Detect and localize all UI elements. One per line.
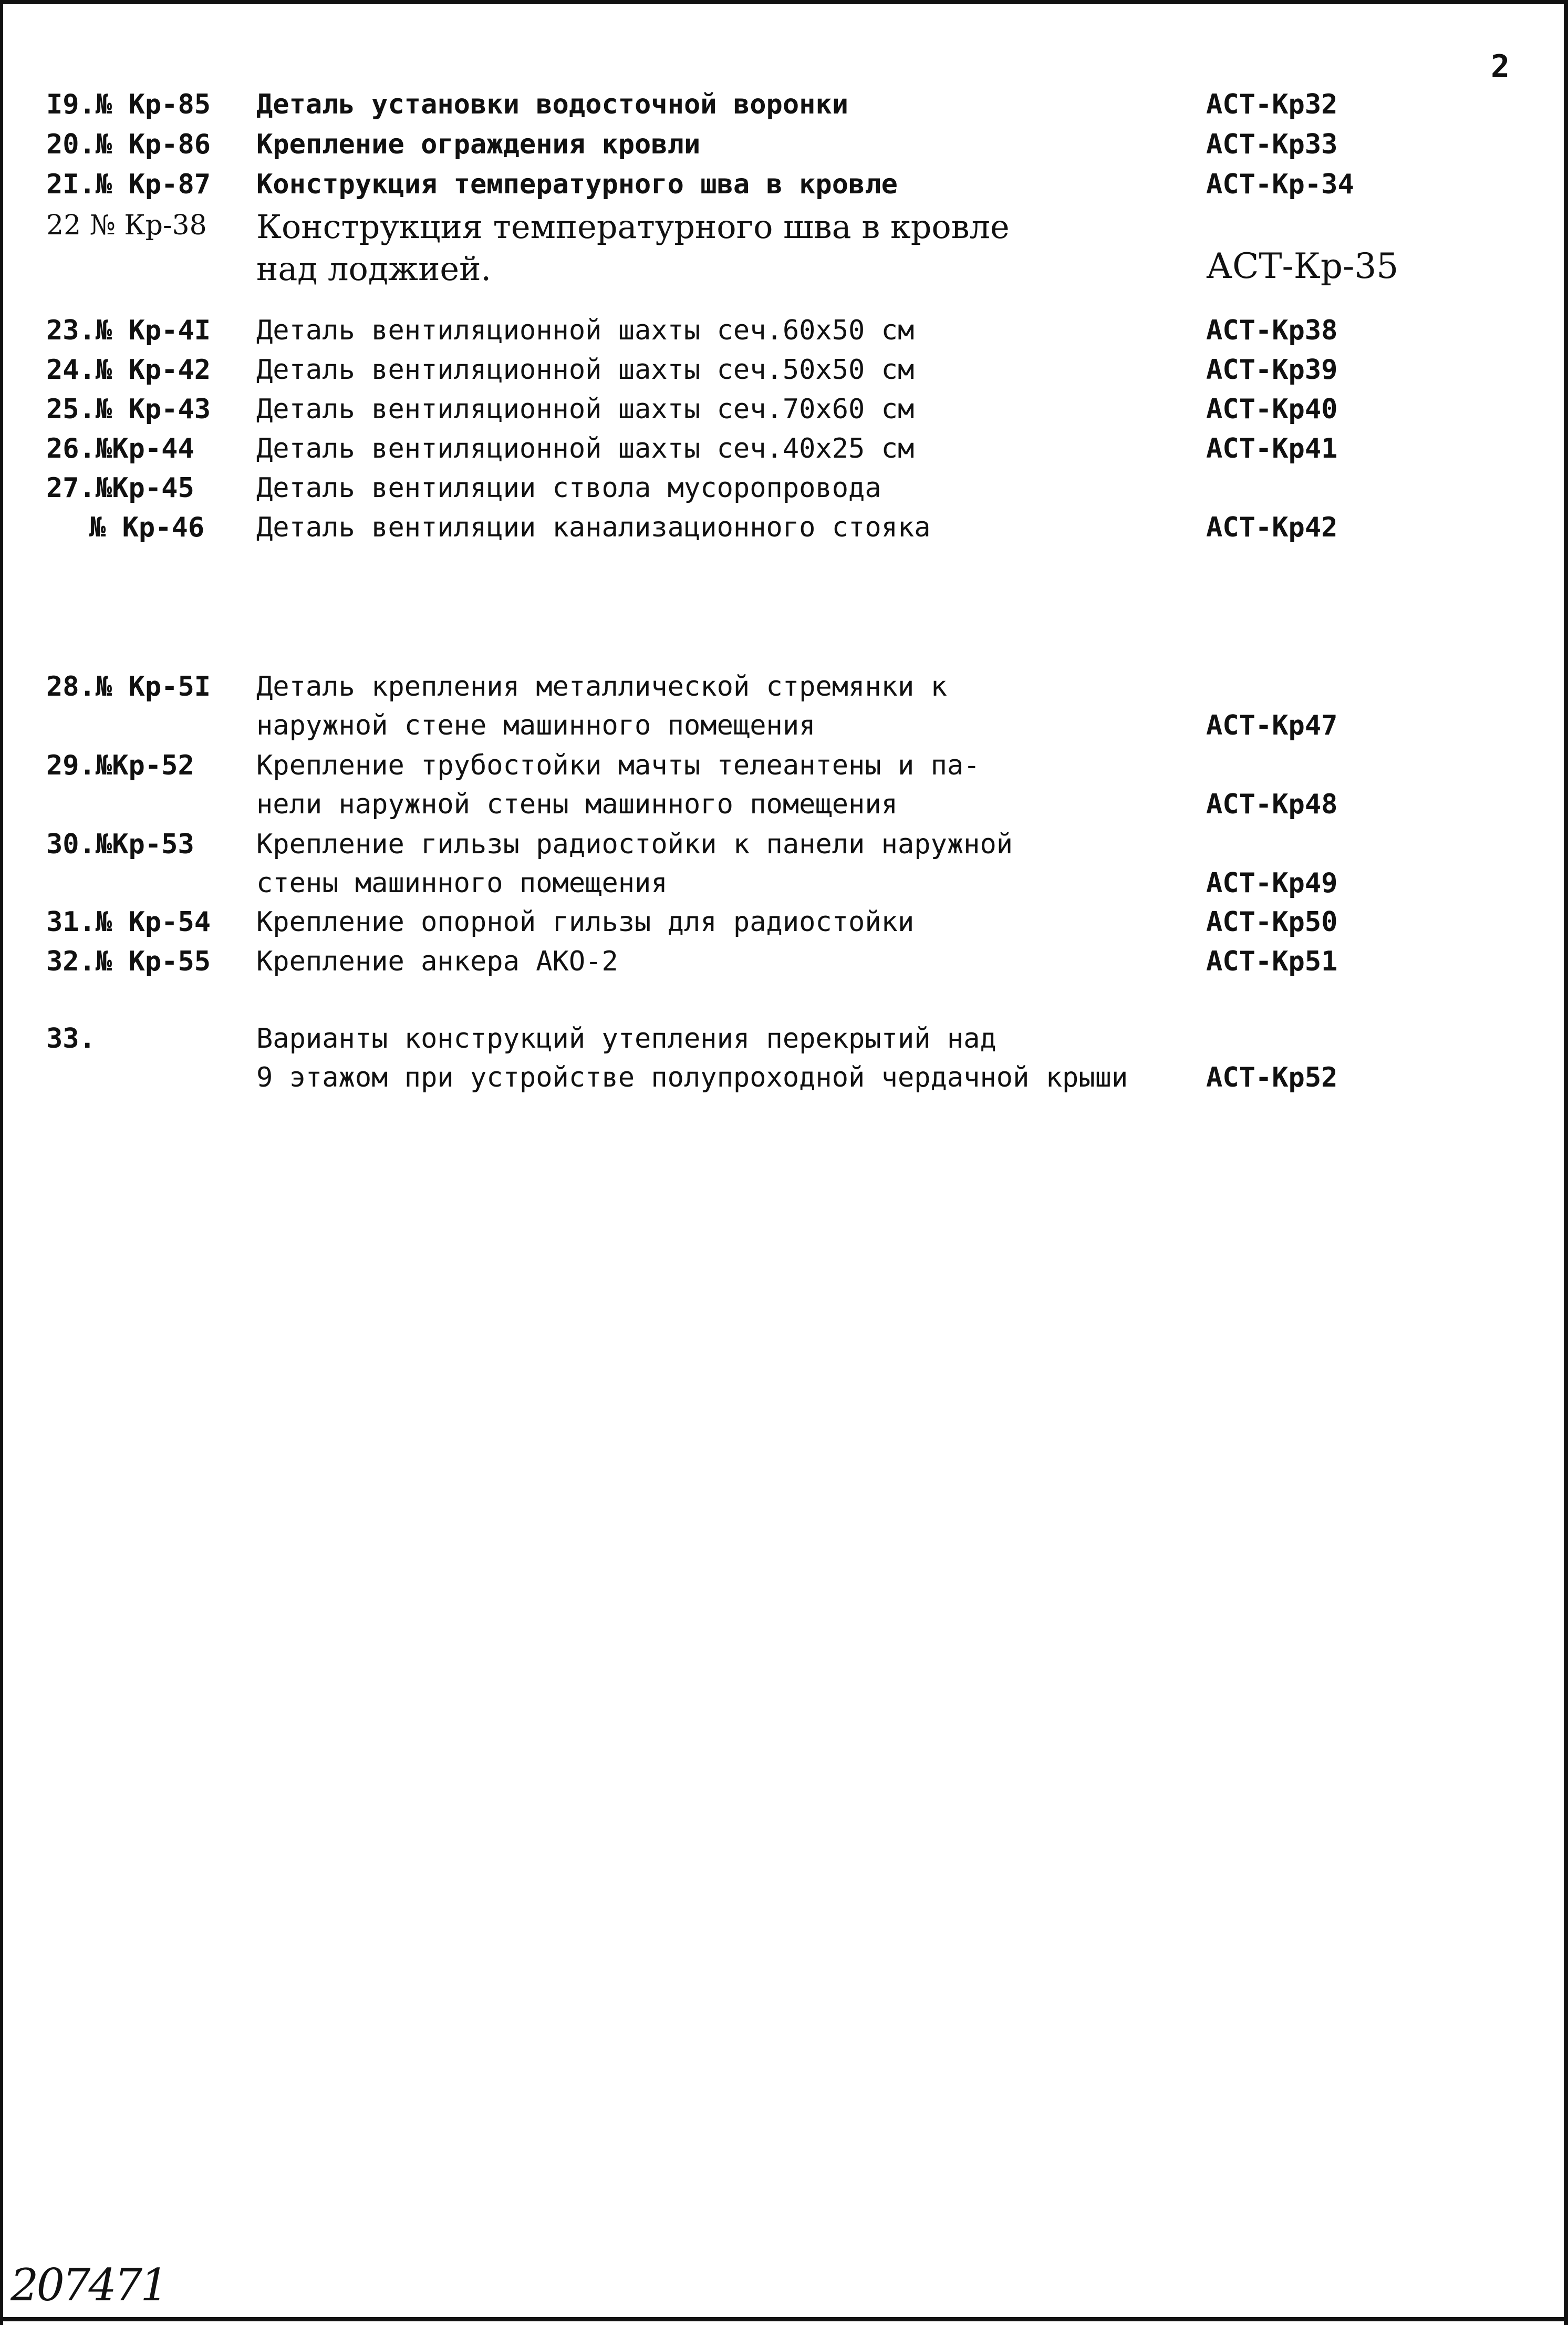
- page-border-right: [1564, 0, 1568, 2325]
- item-description: Крепление анкера АКО-2: [256, 946, 618, 977]
- item-description: Деталь вентиляции канализационного стояка: [256, 512, 931, 543]
- item-code: АСТ-Кр39: [1206, 354, 1338, 386]
- item-number: № Кр-46: [89, 512, 205, 543]
- item-description: Конструкция температурного шва в кровле над лоджией.: [256, 208, 1010, 288]
- page-border-top: [0, 0, 1568, 4]
- item-number: 30.№Кр-53: [46, 829, 194, 860]
- item-code: АСТ-Кр41: [1206, 433, 1338, 464]
- item-code: АСТ-Кр48: [1206, 789, 1338, 820]
- item-number: 26.№Кр-44: [46, 433, 194, 464]
- item-number: 31.№ Кр-54: [46, 906, 211, 938]
- item-description: Деталь вентиляции ствола мусоропровода: [256, 472, 881, 504]
- item-code: АСТ-Кр-35: [1206, 246, 1399, 286]
- item-number: 2I.№ Кр-87: [46, 169, 211, 200]
- item-number: I9.№ Кр-85: [46, 89, 211, 120]
- item-code: АСТ-КрЗ3: [1206, 129, 1338, 160]
- item-code: АСТ-Кр51: [1206, 946, 1338, 977]
- page-border-bottom: [0, 2317, 1568, 2321]
- handwritten-signature: 207471: [11, 2259, 167, 2311]
- item-code: АСТ-Кр47: [1206, 710, 1338, 741]
- item-description: Крепление трубостойки мачты телеантены и па- нели наружной стены машинного помещения: [256, 750, 980, 820]
- item-code: АСТ-Кр50: [1206, 906, 1338, 938]
- item-number: 23.№ Кр-4I: [46, 315, 211, 346]
- item-code: АСТ-Кр52: [1206, 1062, 1338, 1093]
- item-code: АСТ-Кр32: [1206, 89, 1338, 120]
- item-code: АСТ-Кр-34: [1206, 169, 1354, 200]
- item-number: 32.№ Кр-55: [46, 946, 211, 977]
- item-number: 25.№ Кр-43: [46, 394, 211, 425]
- page-number: 2: [1491, 48, 1510, 85]
- item-description: Крепление опорной гильзы для радиостойки: [256, 906, 915, 938]
- item-number: 29.№Кр-52: [46, 750, 194, 781]
- item-description: Деталь установки водосточной воронки: [256, 89, 849, 120]
- item-description: Конструкция температурного шва в кровле: [256, 169, 898, 200]
- item-description: Крепление гильзы радиостойки к панели наружной стены машинного помещения: [256, 829, 1013, 899]
- item-code: АСТ-Кр42: [1206, 512, 1338, 543]
- item-description: Деталь крепления металлической стремянки к наружной стене машинного помещения: [256, 671, 947, 741]
- item-description: Деталь вентиляционной шахты сеч.60х50 см: [256, 315, 915, 346]
- item-description: Крепление ограждения кровли: [256, 129, 701, 160]
- item-number: 22 № Кр-38: [46, 210, 207, 241]
- item-number: 28.№ Кр-5I: [46, 671, 211, 702]
- page-border-left: [0, 0, 3, 2325]
- item-code: АСТ-Кр49: [1206, 867, 1338, 899]
- item-description: Варианты конструкций утепления перекрытий над 9 этажом при устройстве полупроходной чердачной крыши: [256, 1023, 1128, 1093]
- item-number: 33.: [46, 1023, 96, 1055]
- item-description: Деталь вентиляционной шахты сеч.40х25 см: [256, 433, 915, 464]
- item-number: 24.№ Кр-42: [46, 354, 211, 386]
- item-description: Деталь вентиляционной шахты сеч.50х50 см: [256, 354, 915, 386]
- item-number: 27.№Кр-45: [46, 472, 194, 504]
- item-code: АСТ-Кр38: [1206, 315, 1338, 346]
- item-code: АСТ-Кр40: [1206, 394, 1338, 425]
- item-number: 20.№ Кр-86: [46, 129, 211, 160]
- item-description: Деталь вентиляционной шахты сеч.70х60 см: [256, 394, 915, 425]
